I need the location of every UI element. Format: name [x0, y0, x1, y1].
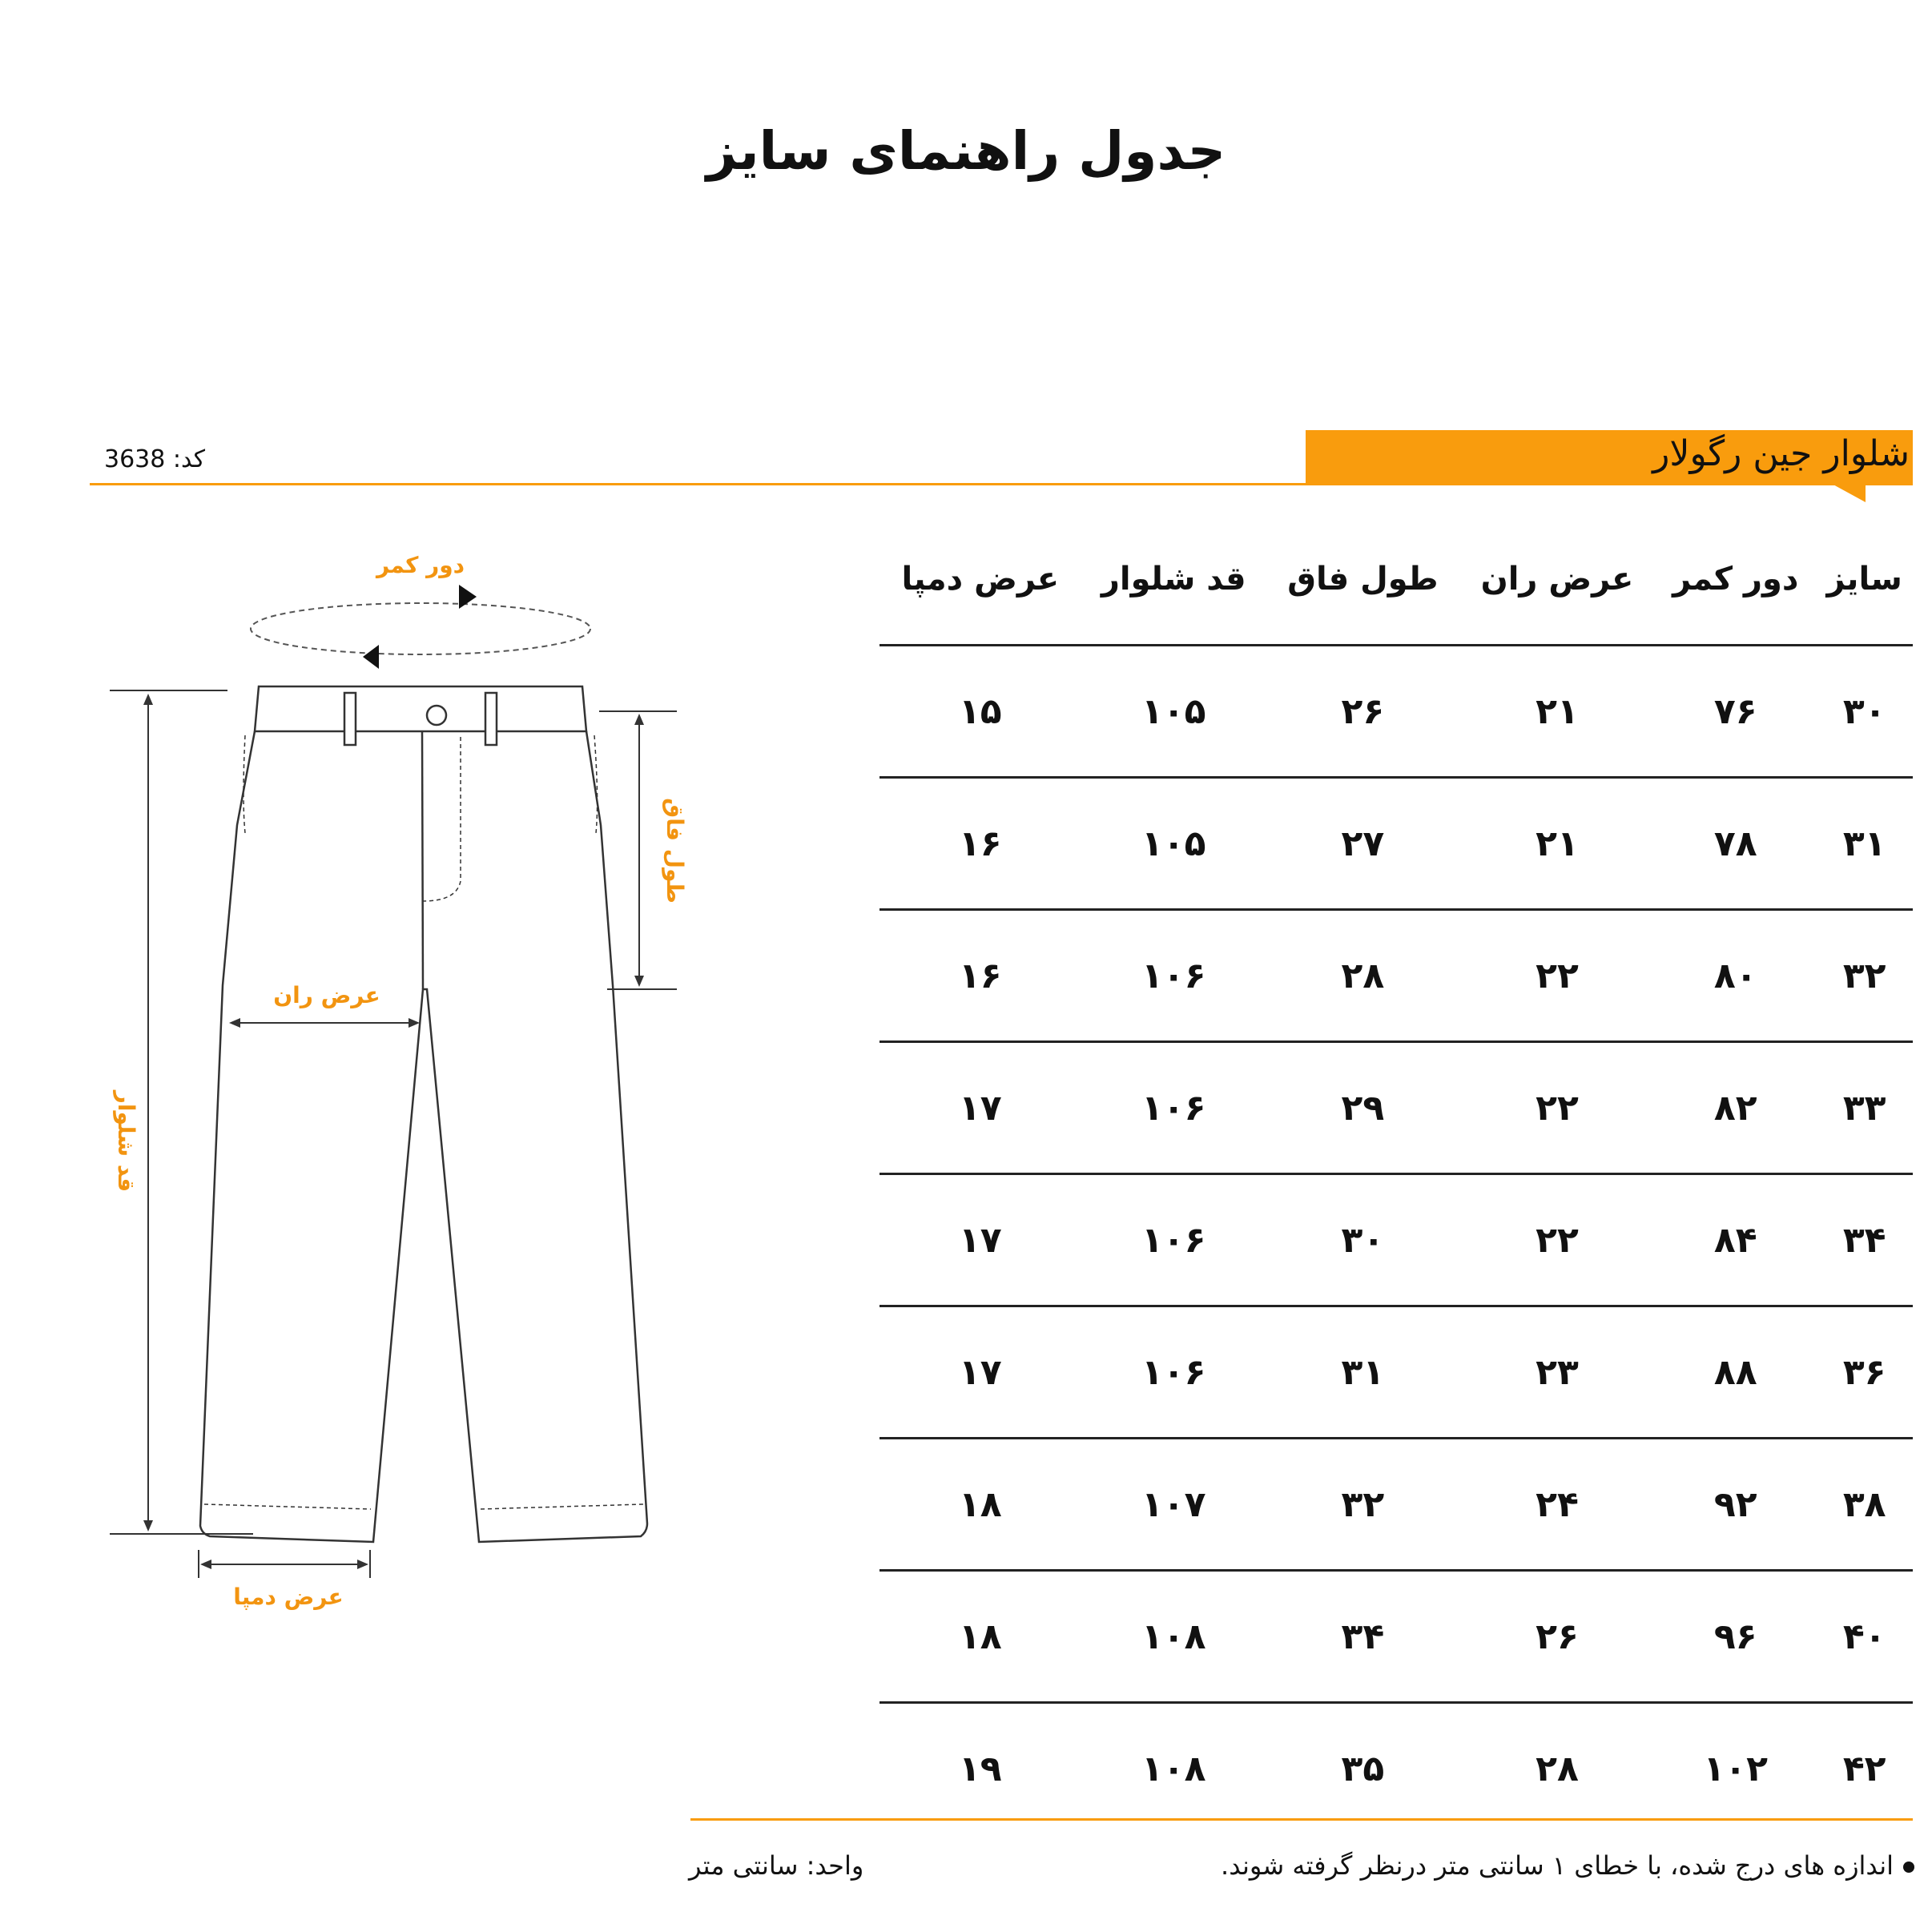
table-cell: ۲۴	[1459, 1439, 1655, 1571]
table-cell: ۷۸	[1655, 778, 1816, 910]
table-cell: ۲۳	[1459, 1306, 1655, 1439]
table-row	[879, 1571, 1913, 1703]
table-cell: ۱۹	[958, 1748, 1002, 1789]
table-cell: ۹۲	[1655, 1439, 1816, 1571]
table-cell: ۱۰۲	[1703, 1748, 1769, 1789]
header-waist: دور کمر	[1655, 514, 1816, 646]
table-cell: ۱۰۸	[1081, 1571, 1266, 1703]
table-cell: ۱۷	[879, 1042, 1081, 1174]
header-thigh: عرض ران	[1459, 514, 1655, 646]
thigh-label: عرض ران	[273, 982, 380, 1008]
table-cell: ۳۵	[1341, 1748, 1385, 1789]
table-cell: ۳۴	[1816, 1174, 1913, 1306]
table-cell: ۲۱	[1459, 778, 1655, 910]
header-size: سایز	[1816, 514, 1913, 646]
waist-label: دور کمر	[376, 552, 465, 578]
table-cell: ۲۲	[1459, 1174, 1655, 1306]
table-row	[879, 1306, 1913, 1439]
table-cell: ۳۶	[1816, 1306, 1913, 1439]
table-cell: ۱۶	[879, 910, 1081, 1042]
arrow-left-icon	[363, 645, 379, 669]
table-cell: ۱۰۷	[1081, 1439, 1266, 1571]
table-row	[879, 1174, 1913, 1306]
table-cell: ۲۶	[1266, 646, 1459, 778]
table-cell: ۱۷	[879, 1174, 1081, 1306]
table-cell: ۱۵	[879, 646, 1081, 778]
table-cell: ۱۰۸	[1141, 1748, 1206, 1789]
table-row	[879, 646, 1913, 778]
bullet-icon	[1903, 1862, 1914, 1873]
rise-label: طول فاق	[662, 798, 688, 904]
product-code: کد: 3638	[104, 445, 206, 473]
page-title: جدول راهنمای سایز	[706, 120, 1226, 182]
table-cell: ۲۲	[1459, 910, 1655, 1042]
table-cell: ۱۸	[879, 1439, 1081, 1571]
table-cell: ۲۸	[1536, 1748, 1579, 1789]
table-cell: ۴۰	[1816, 1571, 1913, 1703]
table-cell: ۲۲	[1459, 1042, 1655, 1174]
table-cell: ۳۲	[1816, 910, 1913, 1042]
table-cell: ۳۳	[1816, 1042, 1913, 1174]
footer-note	[1081, 1850, 1914, 1881]
header-hem: عرض دمپا	[879, 514, 1081, 646]
table-cell: ۱۰۶	[1081, 1306, 1266, 1439]
table-header-row	[879, 514, 1913, 646]
banner-tail	[1830, 483, 1866, 502]
table-cell: ۷۶	[1655, 646, 1816, 778]
table-cell: ۱۰۶	[1081, 1174, 1266, 1306]
footer-note-text: اندازه های درج شده، با خطای ۱ سانتی متر درنظر گرفته شوند.	[1221, 1850, 1894, 1881]
table-cell: ۲۶	[1459, 1571, 1655, 1703]
table-cell: ۳۱	[1266, 1306, 1459, 1439]
header-rise: طول فاق	[1266, 514, 1459, 646]
table-cell: ۸۴	[1655, 1174, 1816, 1306]
length-label: قد شلوار	[113, 1090, 139, 1193]
hem-measurement	[199, 1550, 370, 1578]
table-row	[879, 1703, 1913, 1834]
table-cell: ۱۰۵	[1081, 646, 1266, 778]
waist-measurement	[251, 552, 590, 669]
table-cell: ۲۱	[1459, 646, 1655, 778]
table-cell: ۲۷	[1266, 778, 1459, 910]
size-table	[879, 514, 1913, 1833]
table-cell: ۴۲	[1842, 1748, 1886, 1789]
table-cell: ۳۰	[1816, 646, 1913, 778]
table-row	[879, 1439, 1913, 1571]
table-cell: ۳۸	[1816, 1439, 1913, 1571]
hem-label: عرض دمپا	[233, 1584, 344, 1610]
table-row	[879, 910, 1913, 1042]
table-cell: ۱۶	[879, 778, 1081, 910]
table-cell: ۳۴	[1266, 1571, 1459, 1703]
table-cell: ۲۸	[1266, 910, 1459, 1042]
header-length: قد شلوار	[1081, 514, 1266, 646]
pants-outline	[200, 686, 647, 1542]
table-cell: ۸۰	[1655, 910, 1816, 1042]
footer-divider	[690, 1818, 1913, 1821]
table-cell: ۱۰۶	[1081, 1042, 1266, 1174]
table-cell: ۱۰۵	[1081, 778, 1266, 910]
table-cell: ۳۱	[1816, 778, 1913, 910]
table-cell: ۱۰۶	[1081, 910, 1266, 1042]
table-cell: ۳۲	[1266, 1439, 1459, 1571]
pants-measurement-diagram	[0, 0, 721, 1682]
product-name: شلوار جین رگولار	[1652, 433, 1910, 474]
table-cell: ۸۸	[1655, 1306, 1816, 1439]
table-cell: ۳۰	[1266, 1174, 1459, 1306]
table-cell: ۲۹	[1266, 1042, 1459, 1174]
table-cell: ۹۶	[1655, 1571, 1816, 1703]
thigh-measurement	[229, 1018, 420, 1028]
table-cell: ۱۷	[879, 1306, 1081, 1439]
table-cell: ۱۸	[879, 1571, 1081, 1703]
table-row	[879, 778, 1913, 910]
table-cell: ۸۲	[1655, 1042, 1816, 1174]
unit-label: واحد: سانتی متر	[689, 1850, 864, 1881]
table-row	[879, 1042, 1913, 1174]
